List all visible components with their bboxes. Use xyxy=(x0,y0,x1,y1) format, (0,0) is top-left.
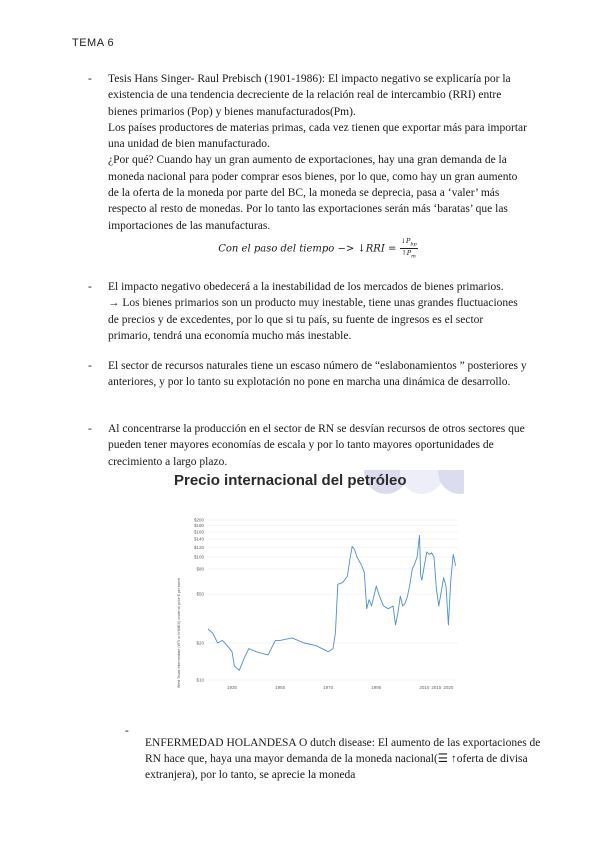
x-tick-label: 2010 xyxy=(419,685,430,690)
paragraph: Tesis Hans Singer- Raul Prebisch (1901-1986): El impacto negativo se explicaría por la existencia de una tendencia decreciente de la relación real de intercambio (RRI) entre bienes primarios (Pop) y bienes manufacturados(Pm). xyxy=(108,73,511,118)
y-tick-label: $100 xyxy=(193,554,204,560)
paragraph: ENFERMEDAD HOLANDESA O dutch disease: El aumento de las exportaciones de RN hace que, haya una mayor demanda de la moneda nacional(☰ ↑oferta de divisa extranjera), por lo tanto, se aprecie la moneda xyxy=(145,736,541,782)
y-tick-label: $50 xyxy=(196,591,204,597)
bullet-resource-diversion xyxy=(88,421,528,470)
bullet-dash: - xyxy=(88,423,92,435)
y-tick-label: $20 xyxy=(196,640,204,646)
sub-bullet-dutch-disease xyxy=(125,723,545,795)
bullet-dash: - xyxy=(125,725,129,737)
chart-y-axis-label: West Texas Intermediate (WTI or NYMEX) crude oil price $ per barrel xyxy=(177,577,181,688)
formula-fraction xyxy=(400,237,418,261)
bullet-dash: - xyxy=(88,281,92,293)
document-header: TEMA 6 xyxy=(72,37,115,49)
paragraph: → Los bienes primarios son un producto muy inestable, tiene unas grandes fluctuaciones de precios y de excedentes, por lo que si tu país, su fuente de ingresos es el sector primario, tendrá una economía mucho más inestable. xyxy=(108,297,518,342)
x-tick-label: 1970 xyxy=(323,685,334,690)
paragraph: ¿Por qué? Cuando hay un gran aumento de exportaciones, hay una gran demanda de la moneda nacional para poder comprar esos bienes, por lo que, como hay un gran aumento de la oferta de la moneda por parte del BC, la moneda se deprecia, pasa a ‘valer’ más respecto al resto de monedas. Por lo tanto las exportaciones serán más ‘baratas’ que las importaciones de las manufacturas. xyxy=(108,154,518,232)
x-tick-label: 2020 xyxy=(443,685,454,690)
bullet-dash: - xyxy=(88,360,92,372)
chart-title: Precio internacional del petróleo xyxy=(174,472,407,489)
paragraph: Al concentrarse la producción en el sector de RN se desvían recursos de otros sectores que pueden tener mayores economías de escala y por lo tanto mayores oportunidades de crecimiento a largo plazo. xyxy=(108,423,525,468)
bullet-singer-prebisch xyxy=(88,71,528,261)
bullet-instability xyxy=(88,279,528,344)
y-tick-label: $200 xyxy=(193,517,204,523)
paragraph: El impacto negativo obedecerá a la inestabilidad de los mercados de bienes primarios. xyxy=(108,281,504,293)
y-tick-label: $120 xyxy=(193,544,204,550)
oil-price-chart xyxy=(168,470,464,692)
y-tick-label: $140 xyxy=(193,536,204,542)
y-tick-label: $180 xyxy=(193,523,204,529)
formula-denominator: $↑P_m$ xyxy=(401,249,416,260)
x-tick-label: 1990 xyxy=(371,685,382,690)
formula-numerator: $↓P_{bp}$ xyxy=(400,236,417,248)
x-tick-label: 1950 xyxy=(275,685,286,690)
x-tick-label: 2015 xyxy=(431,685,442,690)
formula-left: Con el paso del tiempo −> ↓RRI = xyxy=(218,243,400,255)
y-tick-label: $160 xyxy=(193,529,204,535)
bullet-linkages xyxy=(88,358,528,391)
paragraph: Los países productores de materias primas, cada vez tienen que exportar más para importar una unidad de bien manufacturado. xyxy=(108,121,527,151)
bullet-dash: - xyxy=(88,73,92,85)
paragraph: El sector de recursos naturales tiene un escaso número de “eslabonamientos ” posteriores y anteriores, y por lo tanto su explotación no pone en marcha una dinámica de desarrollo. xyxy=(108,360,527,389)
x-tick-label: 1930 xyxy=(227,685,238,690)
rri-formula xyxy=(108,237,528,261)
y-tick-label: $80 xyxy=(196,566,204,572)
y-tick-label: $10 xyxy=(196,677,204,683)
